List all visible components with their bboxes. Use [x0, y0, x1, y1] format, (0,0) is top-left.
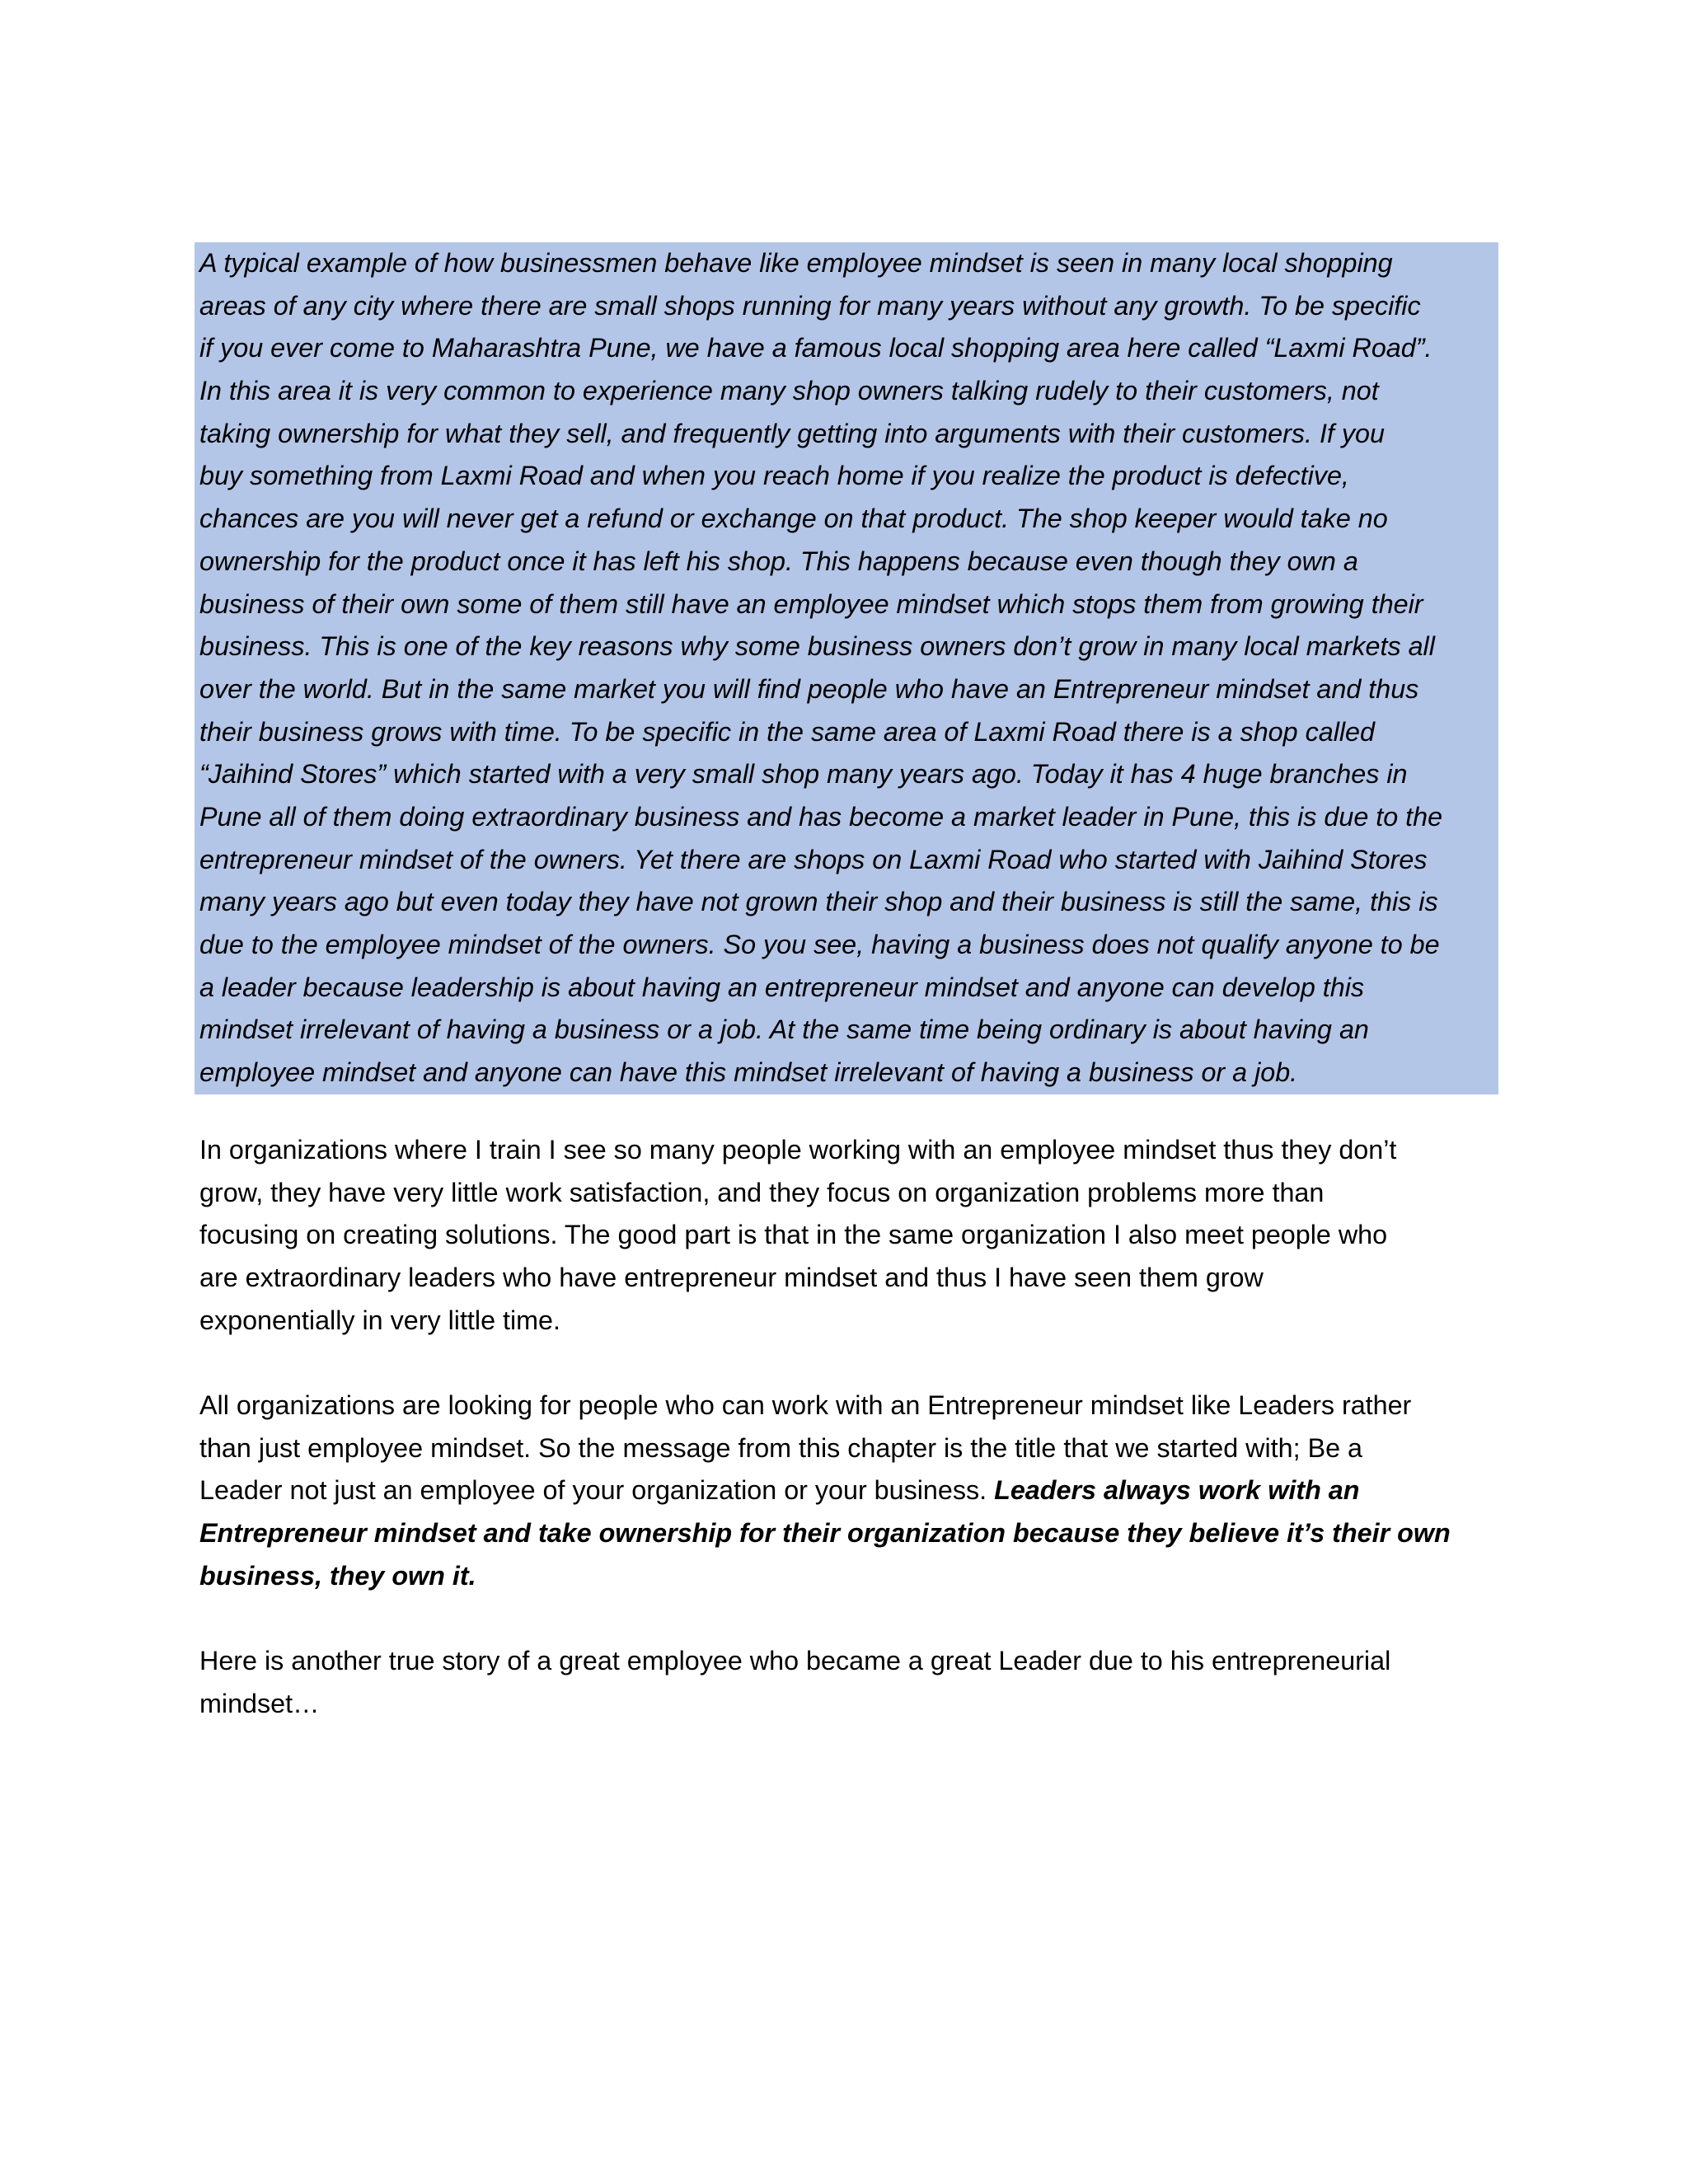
paragraph-leaders [199, 1385, 1502, 1597]
paragraph-organizations [199, 1129, 1502, 1342]
highlighted-line: buy something from Laxmi Road and when you reach home if you realize the product is defective, [199, 461, 1349, 491]
highlighted-line: business of their own some of them still have an employee mindset which stops them from growing their [199, 588, 1423, 619]
text-line: mindset… [199, 1688, 320, 1718]
text-line: than just employee mindset. So the message from this chapter is the title that we started with; Be a [199, 1432, 1363, 1463]
highlighted-line: if you ever come to Maharashtra Pune, we have a famous local shopping area here called “Laxmi Road”. [199, 333, 1432, 363]
highlighted-line: due to the employee mindset of the owners. So you see, having a business does not qualify anyone to be [199, 930, 1440, 959]
text-line: focusing on creating solutions. The good part is that in the same organization I also meet people who [199, 1220, 1388, 1250]
highlighted-line: chances are you will never get a refund or exchange on that product. The shop keeper would take no [199, 504, 1388, 534]
highlighted-line: areas of any city where there are small shops running for many years without any growth. To be specific [199, 290, 1421, 321]
highlighted-paragraph [195, 242, 1498, 1094]
highlighted-line: mindset irrelevant of having a business or a job. At the same time being ordinary is about having an [199, 1015, 1369, 1045]
text-line: In organizations where I train I see so many people working with an employee mindset thus they don’t [199, 1135, 1397, 1165]
highlighted-line: A typical example of how businessmen behave like employee mindset is seen in many local shopping [199, 248, 1393, 278]
text-line: are extraordinary leaders who have entrepreneur mindset and thus I have seen them grow [199, 1263, 1264, 1293]
highlighted-line: Pune all of them doing extraordinary business and has become a market leader in Pune, this is due to the [199, 801, 1443, 832]
highlighted-line: entrepreneur mindset of the owners. Yet there are shops on Laxmi Road who started with Jaihind Stores [199, 844, 1428, 874]
highlighted-line: their business grows with time. To be specific in the same area of Laxmi Road there is a shop called [199, 716, 1375, 747]
text-line: Here is another true story of a great employee who became a great Leader due to his entrepreneurial [199, 1646, 1391, 1675]
highlighted-line: many years ago but even today they have not grown their shop and their business is still the same, this is [199, 887, 1438, 917]
highlighted-line: over the world. But in the same market you will find people who have an Entrepreneur mindset and thus [199, 673, 1419, 704]
highlighted-line: ownership for the product once it has left his shop. This happens because even though they own a [199, 546, 1358, 576]
highlighted-line: employee mindset and anyone can have this mindset irrelevant of having a business or a job. [199, 1057, 1298, 1088]
text-line [199, 1469, 1502, 1512]
text-line: exponentially in very little time. [199, 1305, 560, 1335]
highlighted-line: In this area it is very common to experience many shop owners talking rudely to their customers, not [199, 376, 1379, 406]
highlighted-line: “Jaihind Stores” which started with a very small shop many years ago. Today it has 4 huge branches in [199, 759, 1408, 790]
emphasis-line: Entrepreneur mindset and take ownership for their organization because they believe it’s their own [199, 1518, 1451, 1549]
text-line: grow, they have very little work satisfaction, and they focus on organization problems more than [199, 1177, 1325, 1207]
plain-text: Leader not just an employee of your organization or your business. [199, 1475, 995, 1506]
emphasis-text: Leaders always work with an [994, 1475, 1360, 1506]
highlighted-line: taking ownership for what they sell, and frequently getting into arguments with their customers. If you [199, 418, 1385, 448]
paragraph-another-story [199, 1640, 1502, 1725]
highlighted-line: business. This is one of the key reasons why some business owners don’t grow in many local markets all [199, 631, 1435, 662]
highlighted-line: a leader because leadership is about having an entrepreneur mindset and anyone can develop this [199, 972, 1365, 1002]
emphasis-line: business, they own it. [199, 1560, 476, 1591]
text-line: All organizations are looking for people who can work with an Entrepreneur mindset like Leaders rather [199, 1390, 1412, 1420]
